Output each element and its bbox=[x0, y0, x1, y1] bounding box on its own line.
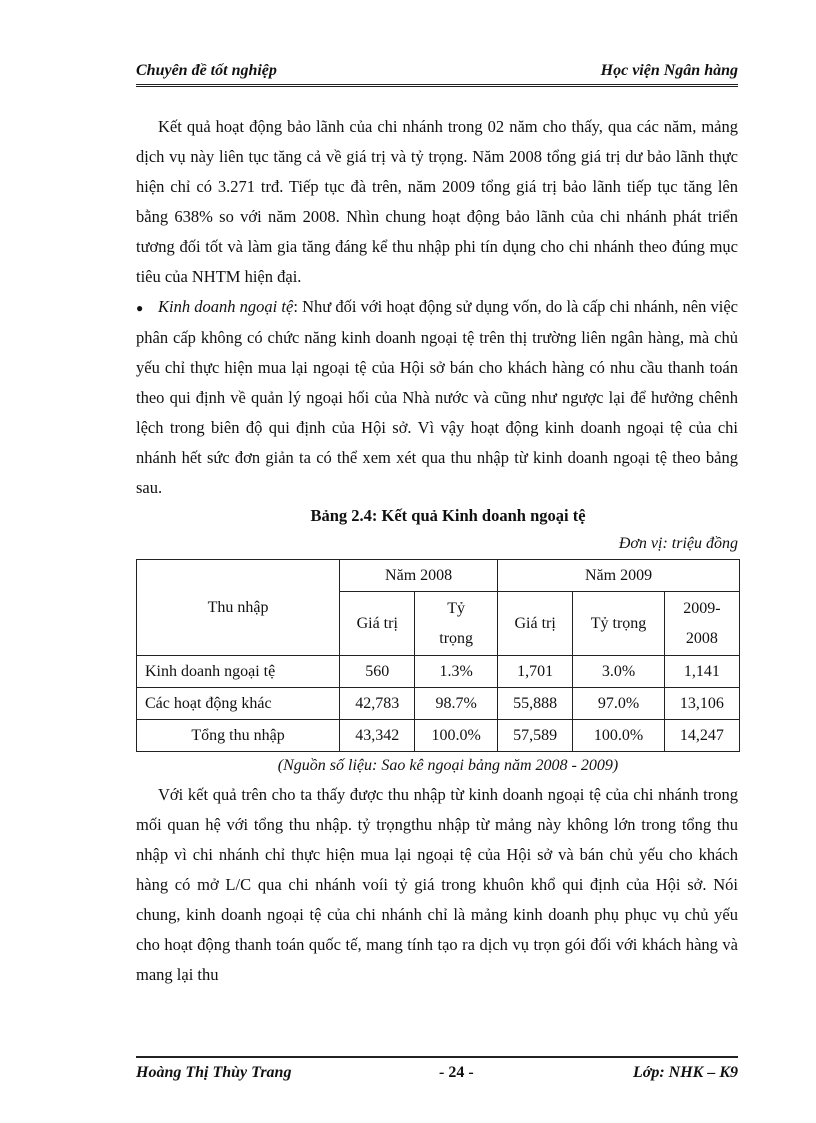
table-row: Tổng thu nhập 43,342 100.0% 57,589 100.0% 14,247 bbox=[137, 720, 740, 752]
paragraph-guarantee: Kết quả hoạt động bảo lãnh của chi nhánh trong 02 năm cho thấy, qua các năm, mảng dịch vụ này liên tục tăng cả về giá trị và tỷ trọng. Năm 2008 tổng giá trị dư bảo lãnh thực hiện chỉ có 3.271 trđ. Tiếp tục đà trên, năm 2009 tổng giá trị bảo lãnh tiếp tục tăng lên bằng 638% so với năm 2008. Nhìn chung hoạt động bảo lãnh của chi nhánh phát triển tương đối tốt và làm gia tăng đáng kể thu nhập phi tín dụng cho chi nhánh theo đúng mục tiêu của NHTM hiện đại. bbox=[136, 117, 738, 286]
page-header bbox=[136, 58, 738, 87]
sub-share-2009: Tỷ trọng bbox=[573, 592, 665, 656]
table-row: Kinh doanh ngoại tệ 560 1.3% 1,701 3.0% 1,141 bbox=[137, 656, 740, 688]
sub-diff: 2009- 2008 bbox=[664, 592, 739, 656]
page-footer bbox=[136, 1056, 738, 1082]
table-caption: Bảng 2.4: Kết quả Kinh doanh ngoại tệ bbox=[310, 506, 586, 526]
year1-header: Năm 2008 bbox=[340, 560, 498, 592]
footer-author: Hoàng Thị Thùy Trang bbox=[136, 1064, 292, 1081]
table-unit: Đơn vị: triệu đồng bbox=[618, 535, 738, 553]
forex-title: Kinh doanh ngoại tệ bbox=[158, 297, 294, 316]
year2-header: Năm 2009 bbox=[498, 560, 740, 592]
sub-share-2008: Tỷ trọng bbox=[415, 592, 498, 656]
forex-income-table bbox=[136, 559, 740, 752]
page-body bbox=[136, 112, 738, 990]
sub-value-2008: Giá trị bbox=[340, 592, 415, 656]
bullet-icon: ● bbox=[136, 301, 144, 316]
footer-class: Lớp: NHK – K9 bbox=[632, 1064, 738, 1081]
page-number: - 24 - bbox=[439, 1064, 474, 1081]
paragraph-forex bbox=[136, 292, 738, 503]
table-source: (Nguồn số liệu: Sao kê ngoại bảng năm 2008 - 2009) bbox=[277, 757, 619, 775]
header-right: Học viện Ngân hàng bbox=[600, 62, 738, 79]
forex-text: : Như đối với hoạt động sử dụng vốn, do là cấp chi nhánh, nên việc phân cấp không có chức năng kinh doanh ngoại tệ trên thị trường liên ngân hàng, mà chủ yếu chỉ thực hiện mua lại ngoại tệ của Hội sở bán cho khách hàng có nhu cầu thanh toán theo qui định về quản lý ngoại hối của Nhà nước và cũng như ngược lại để hưởng chênh lệch trong biên độ qui định của Hội sở. Vì vậy hoạt động kinh doanh ngoại tệ của chi nhánh hết sức đơn giản ta có thể xem xét qua thu nhập từ kinh doanh ngoại tệ theo bảng sau. bbox=[136, 297, 738, 498]
col-income-header: Thu nhập bbox=[137, 560, 340, 656]
table-row: Các hoạt động khác 42,783 98.7% 55,888 97.0% 13,106 bbox=[137, 688, 740, 720]
header-left: Chuyên đề tốt nghiệp bbox=[136, 62, 277, 79]
sub-value-2009: Giá trị bbox=[498, 592, 573, 656]
paragraph-conclusion: Với kết quả trên cho ta thấy được thu nhập từ kinh doanh ngoại tệ của chi nhánh trong mối quan hệ với tổng thu nhập. tỷ trọngthu nhập từ mảng này không lớn trong tổng thu nhập vì chi nhánh chỉ thực hiện mua lại ngoại tệ của Hội sở và bán chủ yếu cho khách hàng có mở L/C qua chi nhánh voíi tỷ giá trong khuôn khổ qui định của Hội sở. Nói chung, kinh doanh ngoại tệ của chi nhánh chỉ là mảng kinh doanh phụ phục vụ chủ yếu cho hoạt động thanh toán quốc tế, mang tính tạo ra dịch vụ trọn gói đối với khách hàng và mang lại thu bbox=[136, 785, 738, 985]
